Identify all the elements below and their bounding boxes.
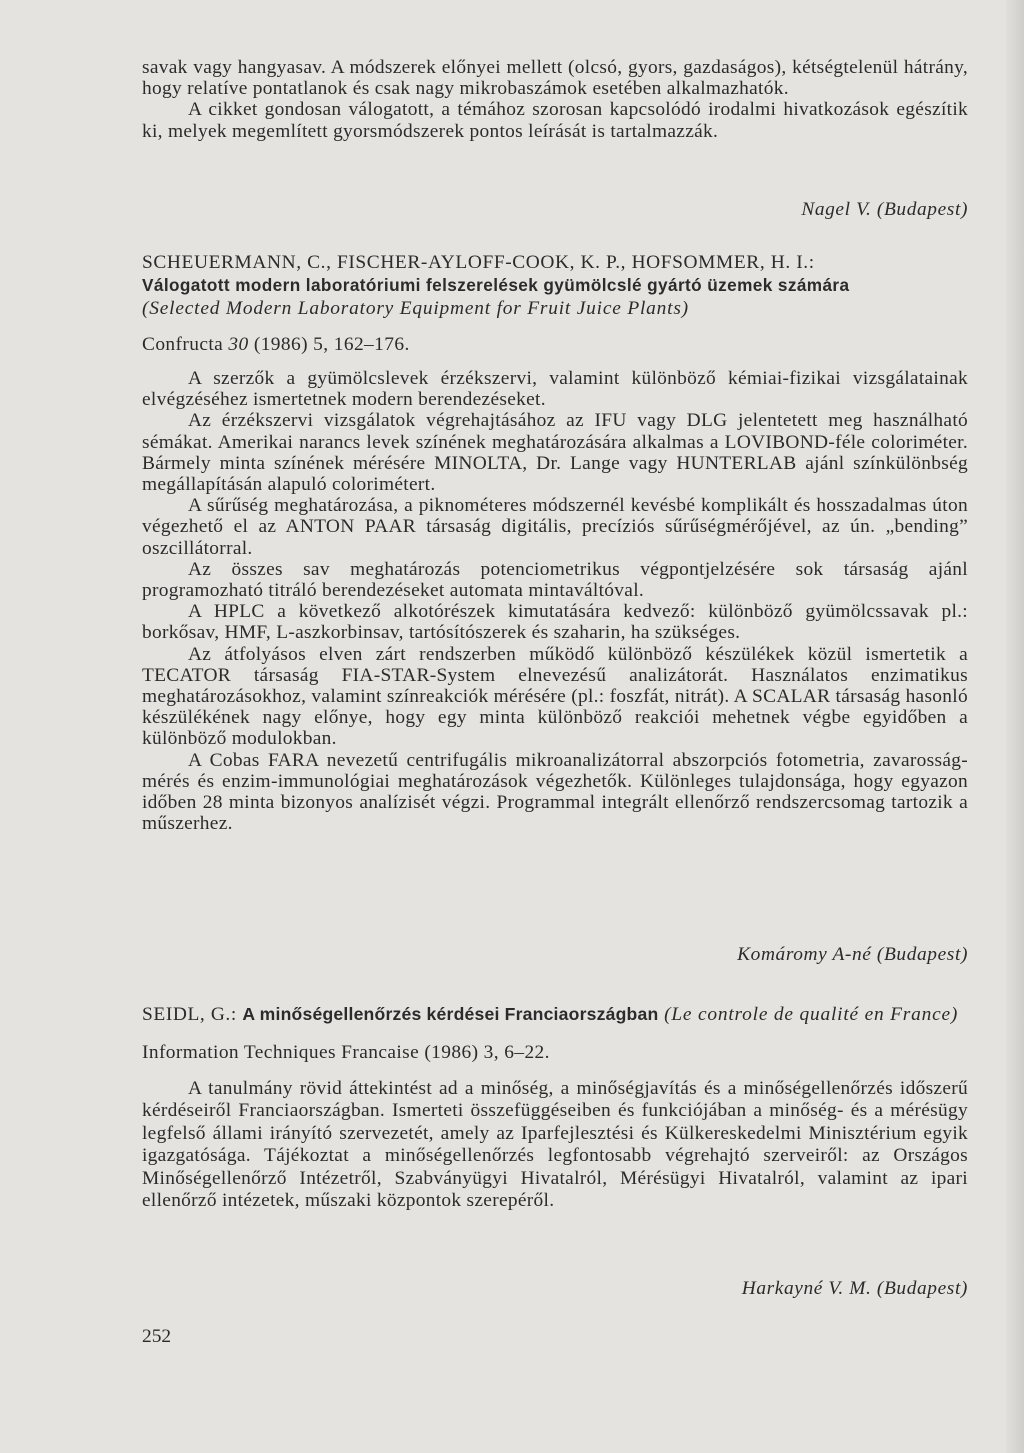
article-title: Válogatott modern laboratóriumi felszerelések gyümölcslé gyártó üzemek számára bbox=[142, 275, 850, 295]
article-original-title: (Le controle de qualité en France) bbox=[658, 1004, 959, 1025]
paragraph: Az átfolyásos elven zárt rendszerben működő különböző készülékek közül ismertetik a TECATOR társaság FIA-STAR-System elnevezésű analizátorát. Használatos enzimatikus meghatározásokhoz, valamint színreakciók mérésére (pl.: foszfát, nitrát). A SCALAR társaság hasonló készülékének nagy előnye, hogy egy minta különböző reakciói mehetnek végbe egyidőben a különböző modulokban. bbox=[142, 643, 968, 750]
page-number: 252 bbox=[142, 1326, 172, 1347]
paragraph: A HPLC a következő alkotórészek kimutatására kedvező: különböző gyümölcssavak pl.: borkősav, HMF, L-aszkorbinsav, tartósítószerek és szaharin, ha szükséges. bbox=[142, 601, 968, 644]
article-authors: SCHEUERMANN, C., FISCHER-AYLOFF-COOK, K. P., HOFSOMMER, H. I.: bbox=[142, 252, 815, 273]
source-volume: 30 bbox=[228, 334, 249, 355]
article-scheuermann bbox=[142, 252, 968, 834]
paragraph: savak vagy hangyasav. A módszerek előnyei mellett (olcsó, gyors, gazdaságos), kétségtelenül hátrány, hogy relatíve pontatlanok és csak nagy mikrobaszámok esetében alkalmazhatók. bbox=[142, 57, 968, 100]
previous-article bbox=[142, 57, 968, 142]
article-body bbox=[142, 1078, 968, 1212]
article-original-title: (Selected Modern Laboratory Equipment for Fruit Juice Plants) bbox=[142, 298, 689, 319]
paragraph: Az érzékszervi vizsgálatok végrehajtásához az IFU vagy DLG jelentetett meg használható sémákat. Amerikai narancs levek színének meghatározására alkalmas a LOVIBOND-féle coloriméter. Bármely minta színének mérésére MINOLTA, Dr. Lange vagy HUNTERLAB ajánl színkülönbség megállapításán alapuló colorimétert. bbox=[142, 410, 968, 496]
article-authors: SEIDL, G.: bbox=[142, 1004, 243, 1025]
article-source: Information Techniques Francaise (1986) 3, 6–22. bbox=[142, 1042, 550, 1063]
reviewer-signature: Harkayné V. M. (Budapest) bbox=[741, 1278, 968, 1299]
source-details: (1986) 5, 162–176. bbox=[248, 334, 410, 355]
page-edge-shadow bbox=[1006, 0, 1024, 1453]
article-source bbox=[142, 334, 968, 356]
article-seidl bbox=[142, 1002, 968, 1212]
paragraph: Az összes sav meghatározás potenciometrikus végpontjelzésére sok társaság ajánl programozható titráló berendezéseket automata mintaváltóval. bbox=[142, 558, 968, 602]
article-body bbox=[142, 368, 968, 834]
article-title: A minőségellenőrzés kérdései Franciaországban bbox=[242, 1004, 659, 1024]
paragraph: A Cobas FARA nevezetű centrifugális mikroanalizátorral abszorpciós fotometria, zavarosság-mérés és enzim-immunológiai meghatározások végezhetők. Különleges tulajdonsága, hogy egyazon időben 28 minta bizonyos analízisét végzi. Programmal integrált ellenőrző rendszercsomag tartozik a műszerhez. bbox=[142, 749, 968, 835]
article-heading bbox=[142, 1002, 968, 1028]
reviewer-signature: Komáromy A-né (Budapest) bbox=[737, 944, 968, 965]
paragraph: A szerzők a gyümölcslevek érzékszervi, valamint különböző kémiai-fizikai vizsgálatainak elvégzéséhez ismertetnek modern berendezéseket. bbox=[142, 368, 968, 411]
reviewer-signature: Nagel V. (Budapest) bbox=[801, 199, 968, 220]
source-journal: Confructa bbox=[142, 334, 229, 355]
paragraph: A cikket gondosan válogatott, a témához szorosan kapcsolódó irodalmi hivatkozások egészítik ki, melyek megemlített gyorsmódszerek pontos leírását is tartalmazzák. bbox=[142, 99, 968, 142]
paragraph: A sűrűség meghatározása, a piknométeres módszernél kevésbé komplikált és hosszadalmas úton végezhető el az ANTON PAAR társaság digitális, precíziós sűrűségmérőjével, az ún. „bending” oszcillátorral. bbox=[142, 495, 968, 559]
paragraph: A tanulmány rövid áttekintést ad a minőség, a minőségjavítás és a minőségellenőrzés időszerű kérdéseiről Franciaországban. Ismerteti összefüggéseiben és funkciójában a minőség- és a mérésügy legfelső állami irányító szervezetét, amely az Iparfejlesztési és Külkereskedelmi Minisztérium egyik igazgatósága. Tájékoztat a minőségellenőrzés legfontosabb végrehajtó szerveiről: az Országos Minőségellenőrző Intézetről, Szabványügyi Hivatalról, Mérésügyi Hivatalról, valamint az ipari ellenőrző intézetek, műszaki központok szerepéről. bbox=[142, 1078, 968, 1212]
